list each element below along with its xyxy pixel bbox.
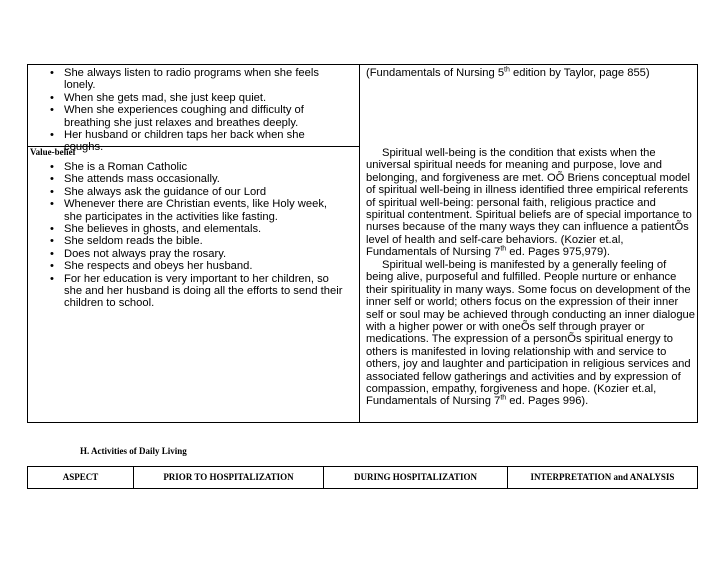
- section-heading: H. Activities of Daily Living: [80, 446, 187, 456]
- paragraph-text: Spiritual well-being is manifested by a generally feeling of being alive, purposeful and fulfilled. People nurture or enhance their spirituality in many ways. Some focus on development of the inner self or world; others focus on the expression of their inner self or soul may be achieved through conducting an inner dialogue with a higher power or with oneÕs self through prayer or medications. The expression of a personÕs spiritual energy to others is manifested in loving relationship with and service to others, joy and laughter and participation in religious services and associated fellow gatherings and activities and by expression of compassion, empathy, forgiveness and hope. (Kozier et.al, Fundamentals of Nursing 7: [366, 259, 696, 408]
- list-item: • She respects and obeys her husband.: [28, 260, 348, 272]
- list-item: • She attends mass occasionally.: [28, 173, 348, 185]
- list-item: • For her education is very important to her children, so she and her husband is doing all the efforts to send their children to school.: [28, 273, 348, 310]
- header-prior-to-hospitalization: PRIOR TO HOSPITALIZATION: [134, 467, 324, 488]
- adl-header-table: [27, 466, 698, 489]
- list-item: • Her husband or children taps her back when she coughs.: [28, 129, 333, 154]
- list-item: • When she experiences coughing and difficulty of breathing she just relaxes and breathes deeply.: [28, 104, 333, 129]
- value-belief-bullet-list: [28, 161, 348, 310]
- list-item: • She believes in ghosts, and elementals.: [28, 223, 348, 235]
- paragraph-text: Spiritual well-being is the condition that exists when the universal spiritual needs for meaning and purpose, love and belonging, and forgiveness are met. OÕ Briens conceptual model of spiritual well-being in illness identified three empirical referents of spiritual well-being: personal faith, religious practice and spiritual contentment. Spiritual beliefs are of special importance to nurses because of the many ways they can influence a patientÕs level of health and self-care behaviors. (Kozier et.al, Fundamentals of Nursing 7: [366, 147, 692, 259]
- reference-text: (Fundamentals of Nursing 5: [366, 67, 505, 79]
- header-interpretation-analysis: INTERPRETATION and ANALYSIS: [530, 472, 675, 482]
- paragraph-superscript: th: [500, 394, 507, 402]
- list-item: • Does not always pray the rosary.: [28, 248, 348, 260]
- list-item: • She is a Roman Catholic: [28, 161, 348, 173]
- spiritual-paragraph-1: [366, 147, 696, 259]
- list-item: • She always listen to radio programs when she feels lonely.: [28, 67, 333, 92]
- coping-bullet-list: [28, 67, 333, 154]
- value-belief-label: Value-belief: [30, 147, 76, 157]
- header-aspect: ASPECT: [28, 467, 134, 488]
- reference-superscript: th: [504, 66, 510, 74]
- paragraph-text-end: ed. Pages 975,979).: [506, 246, 611, 259]
- list-item: • Whenever there are Christian events, like Holy week, she participates in the activities like fasting.: [28, 198, 348, 223]
- header-during-hospitalization: DURING HOSPITALIZATION: [324, 467, 508, 488]
- paragraph-text-end: ed. Pages 996).: [506, 395, 589, 408]
- reference-text-end: edition by Taylor, page 855): [509, 67, 650, 79]
- reference-citation: [366, 67, 696, 79]
- column-divider: [359, 65, 360, 422]
- assessment-table: [27, 64, 698, 423]
- list-item: • When she gets mad, she just keep quiet.: [28, 92, 333, 104]
- list-item: • She seldom reads the bible.: [28, 235, 348, 247]
- list-item: • She always ask the guidance of our Lord: [28, 186, 348, 198]
- spiritual-paragraph-2: [366, 259, 696, 408]
- paragraph-superscript: th: [500, 245, 507, 253]
